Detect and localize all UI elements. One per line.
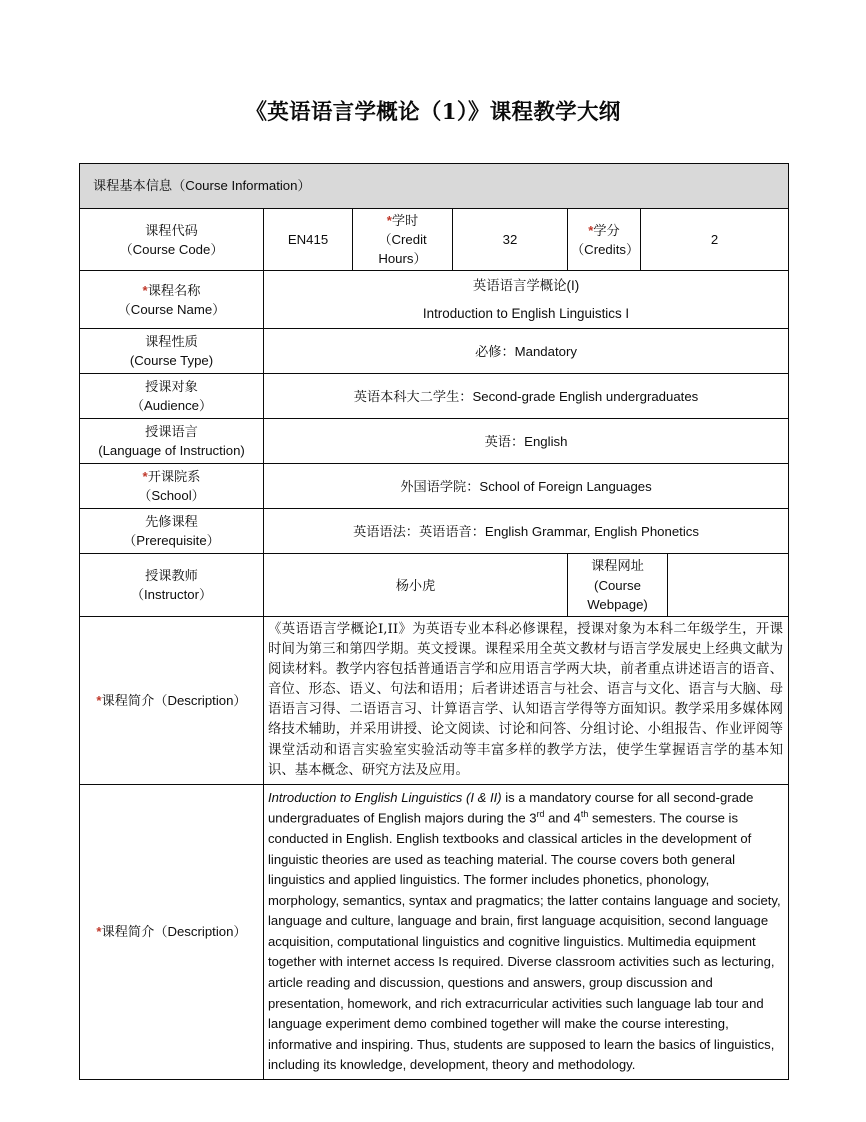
label-prerequisite-cn: 先修课程 <box>145 514 198 530</box>
label-language-of-instruction-en: (Language of Instruction) <box>98 443 245 459</box>
label-instructor <box>80 554 264 616</box>
description-cn-paragraph: 《英语语言学概论I,II》为英语专业本科必修课程，授课对象为本科二年级学生，开课时间为第三和第四学期。英文授课。课程采用全英文教材与语言学发展史上经典文献为阅读材料。教学内容包括普通语言学和应用语言学两大块，前者重点讲述语言的语音、音位、形态、语义、句法和语用；后者讲述语言与社会、语言与文化、语言与大脑、母语语言习得、二语语言习、计算语言学、认知语言学得等方面知识。教学采用多媒体网络技术辅助，并采用讲授、论文阅读、讨论和问答、分组讨论、小组报告、作业评阅等课堂活动和语言实验室实验活动等丰富多样的教学方法，使学生掌握语言学的基本知识、基本概念、研究方法及应用。 <box>268 621 784 778</box>
section-header: 课程基本信息（Course Information） <box>80 164 789 209</box>
required-mark-school: * <box>142 469 148 485</box>
description-en-sup1: rd <box>536 809 545 820</box>
label-language-of-instruction-cn: 授课语言 <box>145 424 198 440</box>
value-instructor: 杨小虎 <box>264 554 568 616</box>
value-course-type: 必修：Mandatory <box>264 329 789 374</box>
value-language-of-instruction: 英语：English <box>264 419 789 464</box>
description-en-course-title: Introduction to English Linguistics (I & II) <box>268 789 502 805</box>
value-audience: 英语本科大二学生：Second-grade English undergraduates <box>264 374 789 419</box>
label-description-en-text: 课程简介（Description） <box>101 924 247 940</box>
value-prerequisite: 英语语法：英语语音：English Grammar, English Phonetics <box>264 509 789 554</box>
label-credits-cn: 学分 <box>593 222 620 238</box>
label-language-of-instruction <box>80 419 264 464</box>
label-course-code-cn: 课程代码 <box>145 222 198 238</box>
label-course-name-cn: 课程名称 <box>147 282 201 298</box>
label-credit-hours-cn: 学时 <box>391 213 419 228</box>
label-course-code-en: （Course Code） <box>119 241 224 257</box>
label-course-webpage <box>568 554 668 616</box>
value-course-name-en: Introduction to English Linguistics I <box>422 306 630 322</box>
value-description-en <box>264 784 789 1079</box>
label-credit-hours <box>353 209 453 271</box>
table-row-description-en <box>80 784 789 1079</box>
table-row-course-name <box>80 271 789 329</box>
table-row-header <box>80 164 789 209</box>
value-description-cn <box>264 616 789 784</box>
table-row-audience <box>80 374 789 419</box>
required-mark-description-cn: * <box>96 692 102 708</box>
label-description-cn <box>80 616 264 784</box>
description-en-part3: semesters. The course is conducted in English. English textbooks and classical articles in the development of linguistic theories are used as teaching material. The course covers both general linguistics and applied linguistics. The former includes phonetics, phonology, morphology, semantics, syntax and pragmatics; the latter contains language and society, language and culture, language and brain, first language acquisition, second language acquisition, computational linguistics and cognitive linguistics. Multimedia equipment together with internet access Is required. Diverse classroom activities such as lecturing, article reading and discussion, questions and answers, group discussion and presentation, homework, and rich extracurricular activities such language lab tour and language experiment demo combined together will make the course interesting, informative and inspiring. Thus, students are supposed to learn the basics of linguistics, including its knowledge, development, theory and methodology. <box>268 810 781 1073</box>
label-school-cn: 开课院系 <box>147 469 201 485</box>
description-en-sup2: th <box>580 809 589 820</box>
table-row-prerequisite <box>80 509 789 554</box>
label-course-webpage-en: (Course Webpage) <box>587 577 648 612</box>
label-instructor-cn: 授课教师 <box>145 567 198 583</box>
required-mark-credits: * <box>588 222 594 238</box>
description-en-part1: is a mandatory course for all second-grade undergraduates of English majors during the 3 <box>268 789 754 826</box>
label-prerequisite <box>80 509 264 554</box>
value-school: 外国语学院：School of Foreign Languages <box>264 464 789 509</box>
value-course-name-cn: 英语语言学概论(I) <box>472 277 580 293</box>
table-row-code-hours-credits <box>80 209 789 271</box>
label-course-type-cn: 课程性质 <box>145 334 198 350</box>
label-prerequisite-en: （Prerequisite） <box>123 533 220 549</box>
label-credit-hours-en: （Credit Hours） <box>378 232 427 267</box>
required-mark-description-en: * <box>96 924 102 940</box>
page-title: 《英语语言学概论（1）》课程教学大纲 <box>245 100 621 125</box>
label-audience-en: （Audience） <box>130 398 213 414</box>
required-mark-credit-hours: * <box>386 213 392 228</box>
required-mark-course-name: * <box>142 282 148 298</box>
label-course-name-en: （Course Name） <box>117 301 226 317</box>
label-course-name <box>80 271 264 329</box>
table-row-school <box>80 464 789 509</box>
description-en-paragraph <box>268 788 783 1076</box>
label-audience-cn: 授课对象 <box>145 379 198 395</box>
value-course-code: EN415 <box>264 209 353 271</box>
label-description-en <box>80 784 264 1079</box>
label-course-webpage-cn: 课程网址 <box>591 558 644 574</box>
label-instructor-en: （Instructor） <box>130 587 213 603</box>
table-row-instructor <box>80 554 789 616</box>
label-school-en: （School） <box>138 488 205 504</box>
label-description-cn-text: 课程简介（Description） <box>101 692 247 708</box>
label-credits <box>568 209 641 271</box>
course-information-table <box>79 163 789 1080</box>
value-course-webpage <box>668 554 789 616</box>
value-credits: 2 <box>641 209 789 271</box>
table-row-course-type <box>80 329 789 374</box>
label-credits-en: （Credits） <box>571 241 640 257</box>
table-row-language-of-instruction <box>80 419 789 464</box>
value-credit-hours: 32 <box>453 209 568 271</box>
label-audience <box>80 374 264 419</box>
label-course-type-en: (Course Type) <box>129 353 214 369</box>
description-en-part2: and 4 <box>544 810 581 826</box>
label-course-type <box>80 329 264 374</box>
table-row-description-cn <box>80 616 789 784</box>
label-school <box>80 464 264 509</box>
label-course-code <box>80 209 264 271</box>
value-course-name <box>264 271 789 329</box>
